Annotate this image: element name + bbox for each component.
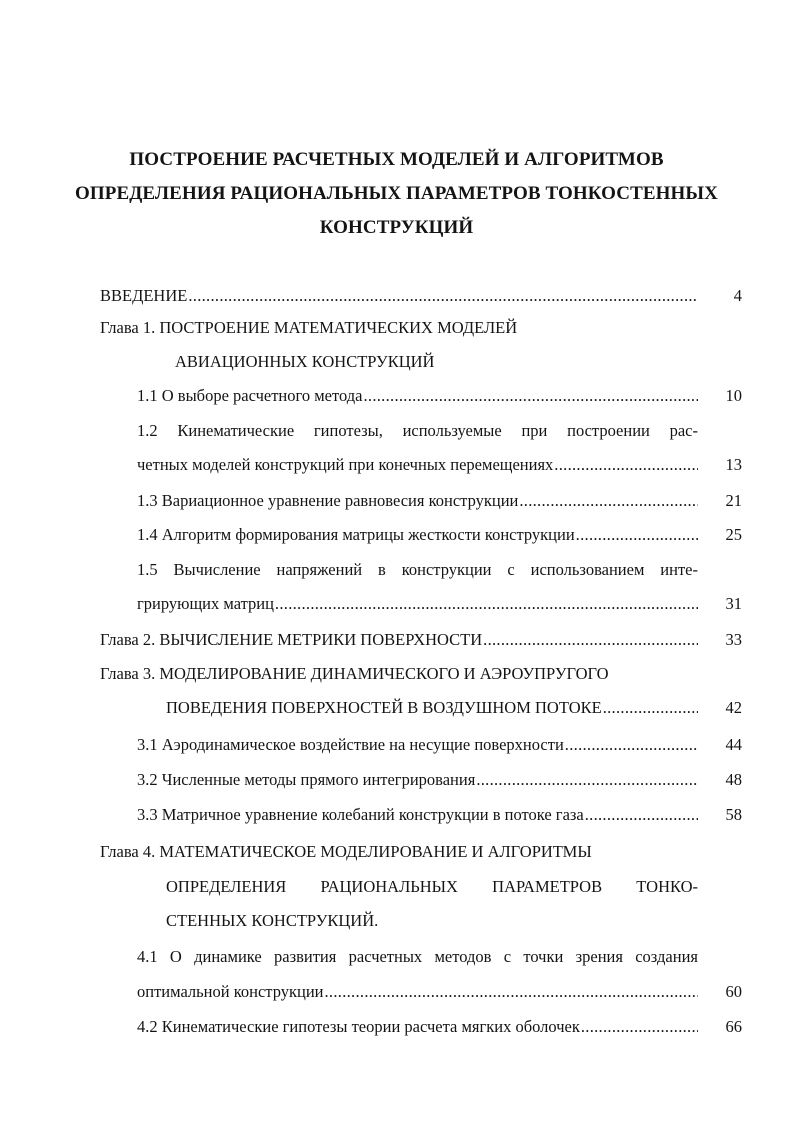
title-line-3: КОНСТРУКЦИЙ bbox=[319, 217, 474, 238]
toc-page-number: 44 bbox=[725, 735, 742, 754]
toc-page-number: 66 bbox=[725, 1017, 742, 1036]
toc-entry-1-4[interactable] bbox=[137, 524, 698, 546]
toc-entry-1-3[interactable] bbox=[137, 490, 698, 512]
toc-entry-label: ПОВЕДЕНИЯ ПОВЕРХНОСТЕЙ В ВОЗДУШНОМ ПОТОКЕ bbox=[166, 698, 602, 717]
toc-page-number: 4 bbox=[733, 286, 742, 305]
toc-entry-label: 4.2 Кинематические гипотезы теории расчета мягких оболочек bbox=[137, 1017, 580, 1036]
toc-entry-4-2[interactable] bbox=[137, 1016, 698, 1038]
toc-entry-intro[interactable] bbox=[100, 285, 698, 307]
title-line-2: ОПРЕДЕЛЕНИЯ РАЦИОНАЛЬНЫХ ПАРАМЕТРОВ ТОНКОСТЕННЫХ bbox=[74, 183, 719, 204]
dot-leader bbox=[363, 385, 698, 407]
toc-entry-1-1[interactable] bbox=[137, 385, 698, 407]
toc-chapter-4-title-line-1[interactable]: Глава 4. МАТЕМАТИЧЕСКОЕ МОДЕЛИРОВАНИЕ И АЛГОРИТМЫ bbox=[100, 842, 592, 861]
toc-page-number: 33 bbox=[725, 630, 742, 649]
toc-page-number: 10 bbox=[725, 386, 742, 405]
dot-leader bbox=[576, 524, 698, 546]
toc-chapter-1-title-line-1[interactable]: Глава 1. ПОСТРОЕНИЕ МАТЕМАТИЧЕСКИХ МОДЕЛЕЙ bbox=[100, 318, 518, 337]
toc-page-number: 31 bbox=[725, 594, 742, 613]
title-line-1: ПОСТРОЕНИЕ РАСЧЕТНЫХ МОДЕЛЕЙ И АЛГОРИТМОВ bbox=[129, 149, 664, 170]
toc-page-number: 48 bbox=[725, 770, 742, 789]
toc-chapter-3-title-line-1[interactable]: Глава 3. МОДЕЛИРОВАНИЕ ДИНАМИЧЕСКОГО И АЭРОУПРУГОГО bbox=[100, 664, 609, 683]
toc-entry-1-2-line-1[interactable]: 1.2 Кинематические гипотезы, используемые при построении рас- bbox=[137, 421, 698, 440]
toc-entry-3-3[interactable] bbox=[137, 804, 698, 826]
dot-leader bbox=[565, 734, 698, 756]
dot-leader bbox=[603, 697, 698, 719]
toc-entry-label: 3.1 Аэродинамическое воздействие на несущие поверхности bbox=[137, 735, 564, 754]
dot-leader bbox=[483, 629, 698, 651]
toc-entry-label: 1.3 Вариационное уравнение равновесия конструкции bbox=[137, 491, 519, 510]
toc-page-number: 58 bbox=[725, 805, 742, 824]
toc-chapter-3-title-line-2[interactable] bbox=[166, 697, 698, 719]
toc-entry-1-5-line-1[interactable]: 1.5 Вычисление напряжений в конструкции с использованием инте- bbox=[137, 560, 698, 579]
toc-chapter-1-title-line-2[interactable]: АВИАЦИОННЫХ КОНСТРУКЦИЙ bbox=[175, 352, 435, 371]
toc-entry-label: грирующих матриц bbox=[137, 594, 274, 613]
toc-entry-label: четных моделей конструкций при конечных перемещениях bbox=[137, 455, 554, 474]
dot-leader bbox=[476, 769, 698, 791]
dot-leader bbox=[325, 981, 699, 1003]
toc-page-number: 21 bbox=[725, 491, 742, 510]
toc-entry-4-1-line-1[interactable]: 4.1 О динамике развития расчетных методов с точки зрения создания bbox=[137, 947, 698, 966]
toc-entry-1-2-line-2[interactable] bbox=[137, 454, 698, 476]
toc-entry-label: 1.4 Алгоритм формирования матрицы жесткости конструкции bbox=[137, 525, 575, 544]
dot-leader bbox=[585, 804, 698, 826]
toc-page-number: 60 bbox=[725, 982, 742, 1001]
toc-chapter-4-title-line-3[interactable]: СТЕННЫХ КОНСТРУКЦИЙ. bbox=[166, 911, 379, 930]
toc-entry-4-1-line-2[interactable] bbox=[137, 981, 698, 1003]
toc-page-number: 25 bbox=[725, 525, 742, 544]
toc-chapter-4-title-line-2[interactable]: ОПРЕДЕЛЕНИЯ РАЦИОНАЛЬНЫХ ПАРАМЕТРОВ ТОНКО- bbox=[166, 877, 698, 896]
toc-entry-label: ВВЕДЕНИЕ bbox=[100, 286, 188, 305]
toc-entry-label: 3.2 Численные методы прямого интегрирования bbox=[137, 770, 476, 789]
toc-entry-3-1[interactable] bbox=[137, 734, 698, 756]
dot-leader bbox=[581, 1016, 698, 1038]
toc-entry-label: оптимальной конструкции bbox=[137, 982, 324, 1001]
dot-leader bbox=[554, 454, 698, 476]
toc-entry-label: 1.1 О выборе расчетного метода bbox=[137, 386, 363, 405]
toc-chapter-2[interactable] bbox=[100, 629, 698, 651]
toc-entry-1-5-line-2[interactable] bbox=[137, 593, 698, 615]
toc-page-number: 42 bbox=[725, 698, 742, 717]
dot-leader bbox=[275, 593, 698, 615]
toc-entry-label: Глава 2. ВЫЧИСЛЕНИЕ МЕТРИКИ ПОВЕРХНОСТИ bbox=[100, 630, 483, 649]
toc-page-number: 13 bbox=[725, 455, 742, 474]
toc-entry-3-2[interactable] bbox=[137, 769, 698, 791]
dot-leader bbox=[188, 285, 698, 307]
dot-leader bbox=[519, 490, 698, 512]
toc-entry-label: 3.3 Матричное уравнение колебаний конструкции в потоке газа bbox=[137, 805, 584, 824]
